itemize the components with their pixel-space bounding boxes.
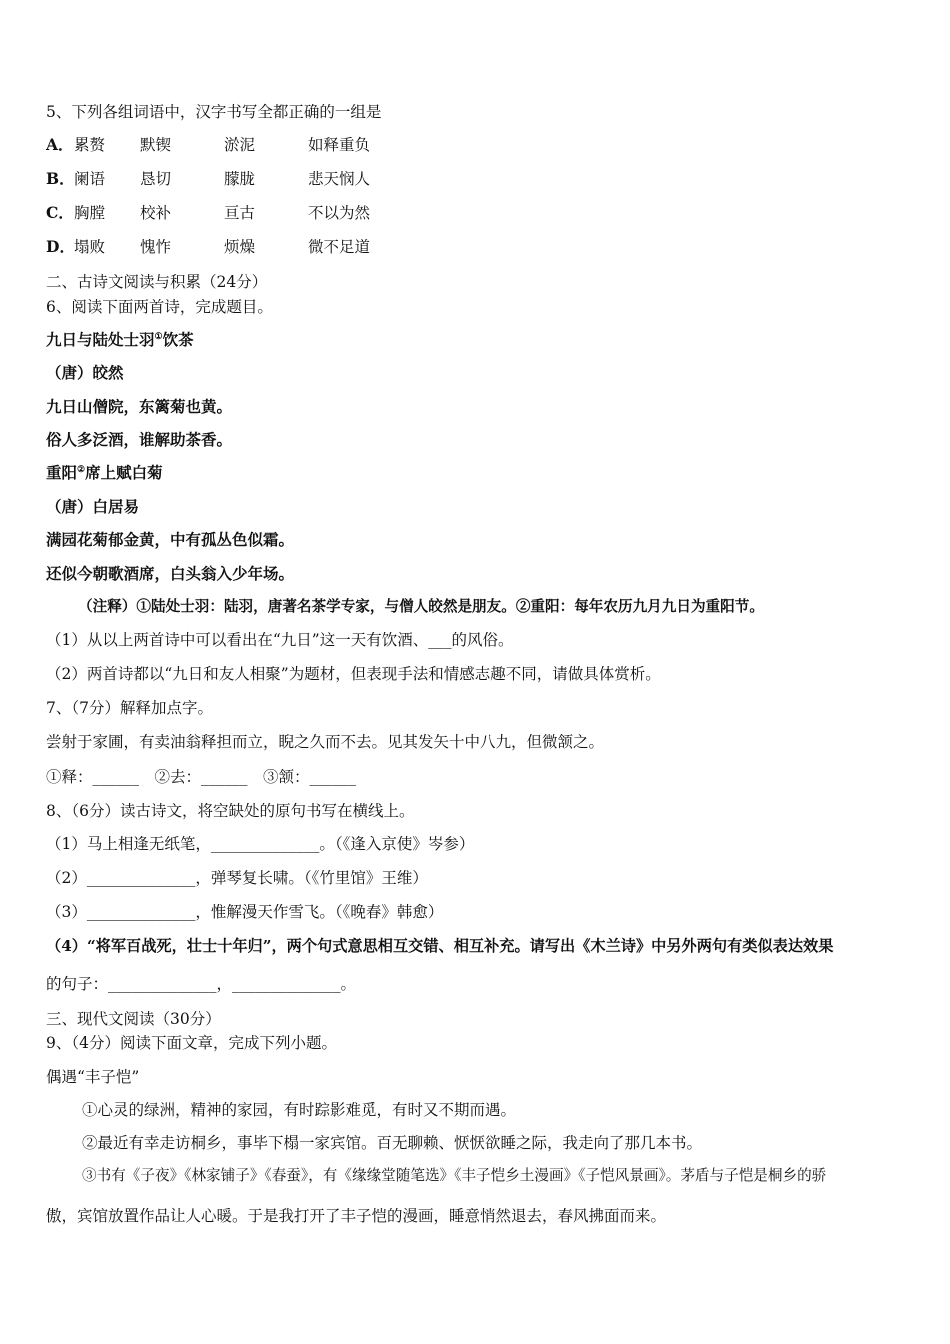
poem1-title-end: 饮茶 xyxy=(162,330,194,349)
question-7-stem: 7、（7分）解释加点字。 xyxy=(46,699,213,717)
option-letter: D． xyxy=(46,237,75,256)
poem2-line: 还似今朝歌酒席，白头翁入少年场。 xyxy=(46,564,295,583)
poem2-title-text: 重阳 xyxy=(46,463,78,482)
option-c xyxy=(46,203,370,223)
question-8-sub4: （4）“将军百战死，壮士十年归”，两个句式意思相互交错、相互补充。请写出《木兰诗》中另外两句有类似表达效果 xyxy=(46,937,834,955)
option-word: 朦胧 xyxy=(224,170,256,188)
question-8-sub3: （3）______________，惟解漫天作雪飞。（《晚春》韩愈） xyxy=(46,903,444,921)
option-word: 不以为然 xyxy=(308,204,371,222)
option-word: 塌败 xyxy=(74,238,106,256)
question-6-sub1: （1）从以上两首诗中可以看出在“九日”这一天有饮酒、___的风俗。 xyxy=(46,631,514,649)
section-3-heading: 三、现代文阅读（30分） xyxy=(46,1010,221,1028)
option-word: 如释重负 xyxy=(308,136,371,154)
article-paragraph: ①心灵的绿洲，精神的家园，有时踪影难觅，有时又不期而遇。 xyxy=(82,1101,517,1119)
poem1-line: 俗人多泛酒，谁解助茶香。 xyxy=(46,430,233,449)
option-word: 悲天悯人 xyxy=(308,170,371,188)
question-7-text: 尝射于家圃，有卖油翁释担而立，睨之久而不去。见其发矢十中八九，但微颔之。 xyxy=(46,733,605,751)
option-word: 校补 xyxy=(140,204,172,222)
option-d xyxy=(46,237,370,257)
question-8-sub2: （2）______________，弹琴复长啸。（《竹里馆》王维） xyxy=(46,869,428,887)
question-8-stem: 8、（6分）读古诗文，将空缺处的原句书写在横线上。 xyxy=(46,802,415,820)
option-word: 默锲 xyxy=(140,136,172,154)
footnote-mark: ② xyxy=(77,465,86,475)
option-word: 淤泥 xyxy=(224,136,256,154)
question-5-stem: 5、下列各组词语中，汉字书写全都正确的一组是 xyxy=(46,103,382,121)
option-word: 亘古 xyxy=(224,204,256,222)
option-letter: C． xyxy=(46,203,74,222)
question-6-sub2: （2）两首诗都以“九日和友人相聚”为题材，但表现手法和情感志趣不同，请做具体赏析。 xyxy=(46,665,661,683)
poem1-author: （唐）皎然 xyxy=(46,363,124,382)
question-9-stem: 9、（4分）阅读下面文章，完成下列小题。 xyxy=(46,1034,337,1052)
option-a xyxy=(46,135,370,155)
annotation-note: （注释）①陆处士羽：陆羽，唐著名茶学专家，与僧人皎然是朋友。②重阳：每年农历九月九日为重阳节。 xyxy=(78,598,764,615)
option-b xyxy=(46,169,370,189)
article-paragraph: ②最近有幸走访桐乡，事毕下榻一家宾馆。百无聊赖、恹恹欲睡之际，我走向了那几本书。 xyxy=(82,1134,703,1152)
option-letter: A． xyxy=(46,135,74,154)
question-7-blanks: ①释：______ ②去：______ ③颔：______ xyxy=(46,768,357,786)
article-paragraph-cont: 傲，宾馆放置作品让人心暖。于是我打开了丰子恺的漫画，睡意悄然退去，春风拂面而来。 xyxy=(46,1207,667,1225)
option-word: 累赘 xyxy=(74,136,106,154)
poem1-title xyxy=(46,330,194,350)
section-2-heading: 二、古诗文阅读与积累（24分） xyxy=(46,273,268,291)
poem2-title xyxy=(46,463,163,483)
option-word: 恳切 xyxy=(140,170,172,188)
option-word: 微不足道 xyxy=(308,238,371,256)
option-word: 愧怍 xyxy=(140,238,172,256)
option-word: 烦燥 xyxy=(224,238,256,256)
poem2-line: 满园花菊郁金黄，中有孤丛色似霜。 xyxy=(46,530,295,549)
question-8-sub4-cont: 的句子：______________，______________。 xyxy=(46,975,357,993)
poem2-title-end: 席上赋白菊 xyxy=(85,463,163,482)
article-title: 偶遇“丰子恺” xyxy=(46,1068,140,1086)
option-word: 阑语 xyxy=(74,170,106,188)
question-8-sub1: （1）马上相逢无纸笔，______________。（《逢入京使》岑参） xyxy=(46,835,475,853)
footnote-mark: ① xyxy=(154,332,163,342)
question-6-stem: 6、阅读下面两首诗，完成题目。 xyxy=(46,298,273,316)
poem2-author: （唐）白居易 xyxy=(46,497,140,516)
poem1-title-text: 九日与陆处士羽 xyxy=(46,330,155,349)
poem1-line: 九日山僧院，东篱菊也黄。 xyxy=(46,397,233,416)
article-paragraph: ③书有《子夜》《林家铺子》《春蚕》，有《缘缘堂随笔选》《丰子恺乡土漫画》《子恺风景画》。茅盾与子恺是桐乡的骄 xyxy=(82,1167,827,1184)
option-letter: B． xyxy=(46,169,75,188)
option-word: 胸膛 xyxy=(74,204,106,222)
